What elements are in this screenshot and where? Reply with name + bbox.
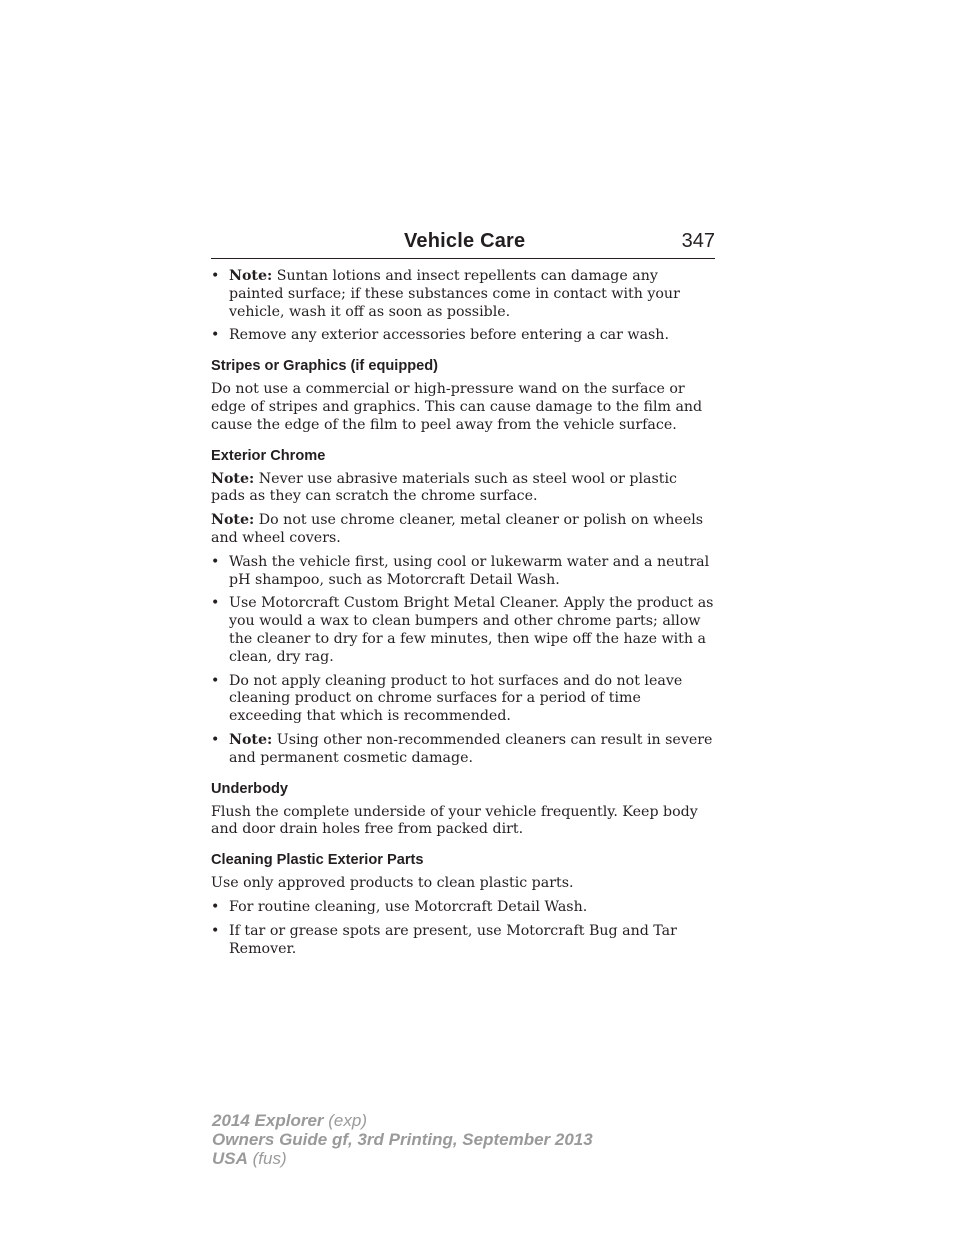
- list-item: [211, 327, 715, 345]
- note-text: Never use abrasive materials such as steel wool or plastic pads as they can scratch the chrome surface.: [211, 470, 677, 505]
- list-item: [211, 899, 715, 917]
- underbody-body: Flush the complete underside of your vehicle frequently. Keep body and door drain holes free from packed dirt.: [211, 803, 698, 838]
- chrome-bullet-list: [211, 554, 715, 768]
- note-label: Note:: [211, 512, 255, 529]
- list-item-text: If tar or grease spots are present, use Motorcraft Bug and Tar Remover.: [229, 922, 677, 957]
- footer-region: USA: [212, 1149, 248, 1168]
- footer-region-line: [212, 1149, 593, 1168]
- list-item: [211, 595, 715, 666]
- page-header: [211, 228, 715, 259]
- bullet-icon: •: [211, 327, 220, 344]
- list-item: [211, 268, 715, 321]
- section-title: Vehicle Care: [404, 230, 526, 252]
- footer-guide-line: [212, 1130, 593, 1149]
- footer-region-code: (fus): [252, 1149, 287, 1168]
- bullet-icon: •: [211, 922, 220, 939]
- plastic-body: Use only approved products to clean plastic parts.: [211, 875, 574, 892]
- intro-bullet-list: [211, 268, 715, 345]
- chrome-heading: Exterior Chrome: [211, 447, 326, 464]
- page-number: 347: [681, 230, 715, 252]
- plastic-bullet-list: [211, 899, 715, 958]
- stripes-body: Do not use a commercial or high-pressure wand on the surface or edge of stripes and graphics. This can cause damage to the film and cause the edge of the film to peel away from the vehicle surface.: [211, 381, 703, 433]
- list-item: [211, 554, 715, 590]
- chrome-note: [211, 471, 715, 507]
- list-item-text: Wash the vehicle first, using cool or lukewarm water and a neutral pH shampoo, such as Motorcraft Detail Wash.: [229, 553, 710, 588]
- footer-model-code: (exp): [328, 1111, 367, 1130]
- stripes-heading: Stripes or Graphics (if equipped): [211, 358, 439, 375]
- note-text: Do not use chrome cleaner, metal cleaner or polish on wheels and wheel covers.: [211, 512, 704, 546]
- underbody-heading: Underbody: [211, 780, 289, 797]
- list-item-text: Using other non-recommended cleaners can result in severe and permanent cosmetic damage.: [229, 731, 713, 766]
- chrome-note: [211, 512, 715, 548]
- list-item-text: Remove any exterior accessories before entering a car wash.: [229, 327, 669, 344]
- note-label: Note:: [211, 470, 255, 487]
- note-label: Note:: [229, 731, 273, 748]
- footer-model: 2014 Explorer: [212, 1111, 324, 1130]
- list-item: [211, 923, 715, 959]
- list-item-text: Use Motorcraft Custom Bright Metal Cleaner. Apply the product as you would a wax to clean bumpers and other chrome parts; allow the cleaner to dry for a few minutes, then wipe off the haze with a clean, dry rag.: [229, 595, 714, 665]
- list-item: [211, 732, 715, 768]
- footer-guide: Owners Guide gf, 3rd Printing, September 2013: [212, 1130, 593, 1149]
- document-footer: [212, 1111, 593, 1168]
- bullet-icon: •: [211, 595, 220, 612]
- bullet-icon: •: [211, 553, 220, 570]
- list-item: [211, 673, 715, 726]
- list-item-text: Suntan lotions and insect repellents can damage any painted surface; if these substances come in contact with your vehicle, wash it off as soon as possible.: [229, 268, 680, 320]
- page-content: [211, 268, 715, 964]
- plastic-heading: Cleaning Plastic Exterior Parts: [211, 852, 424, 869]
- bullet-icon: •: [211, 731, 220, 748]
- note-label: Note:: [229, 268, 273, 284]
- footer-model-line: [212, 1111, 593, 1130]
- list-item-text: Do not apply cleaning product to hot surfaces and do not leave cleaning product on chrome surfaces for a period of time exceeding that which is recommended.: [229, 672, 683, 725]
- bullet-icon: •: [211, 268, 220, 284]
- bullet-icon: •: [211, 898, 220, 915]
- list-item-text: For routine cleaning, use Motorcraft Detail Wash.: [229, 898, 588, 915]
- bullet-icon: •: [211, 672, 220, 689]
